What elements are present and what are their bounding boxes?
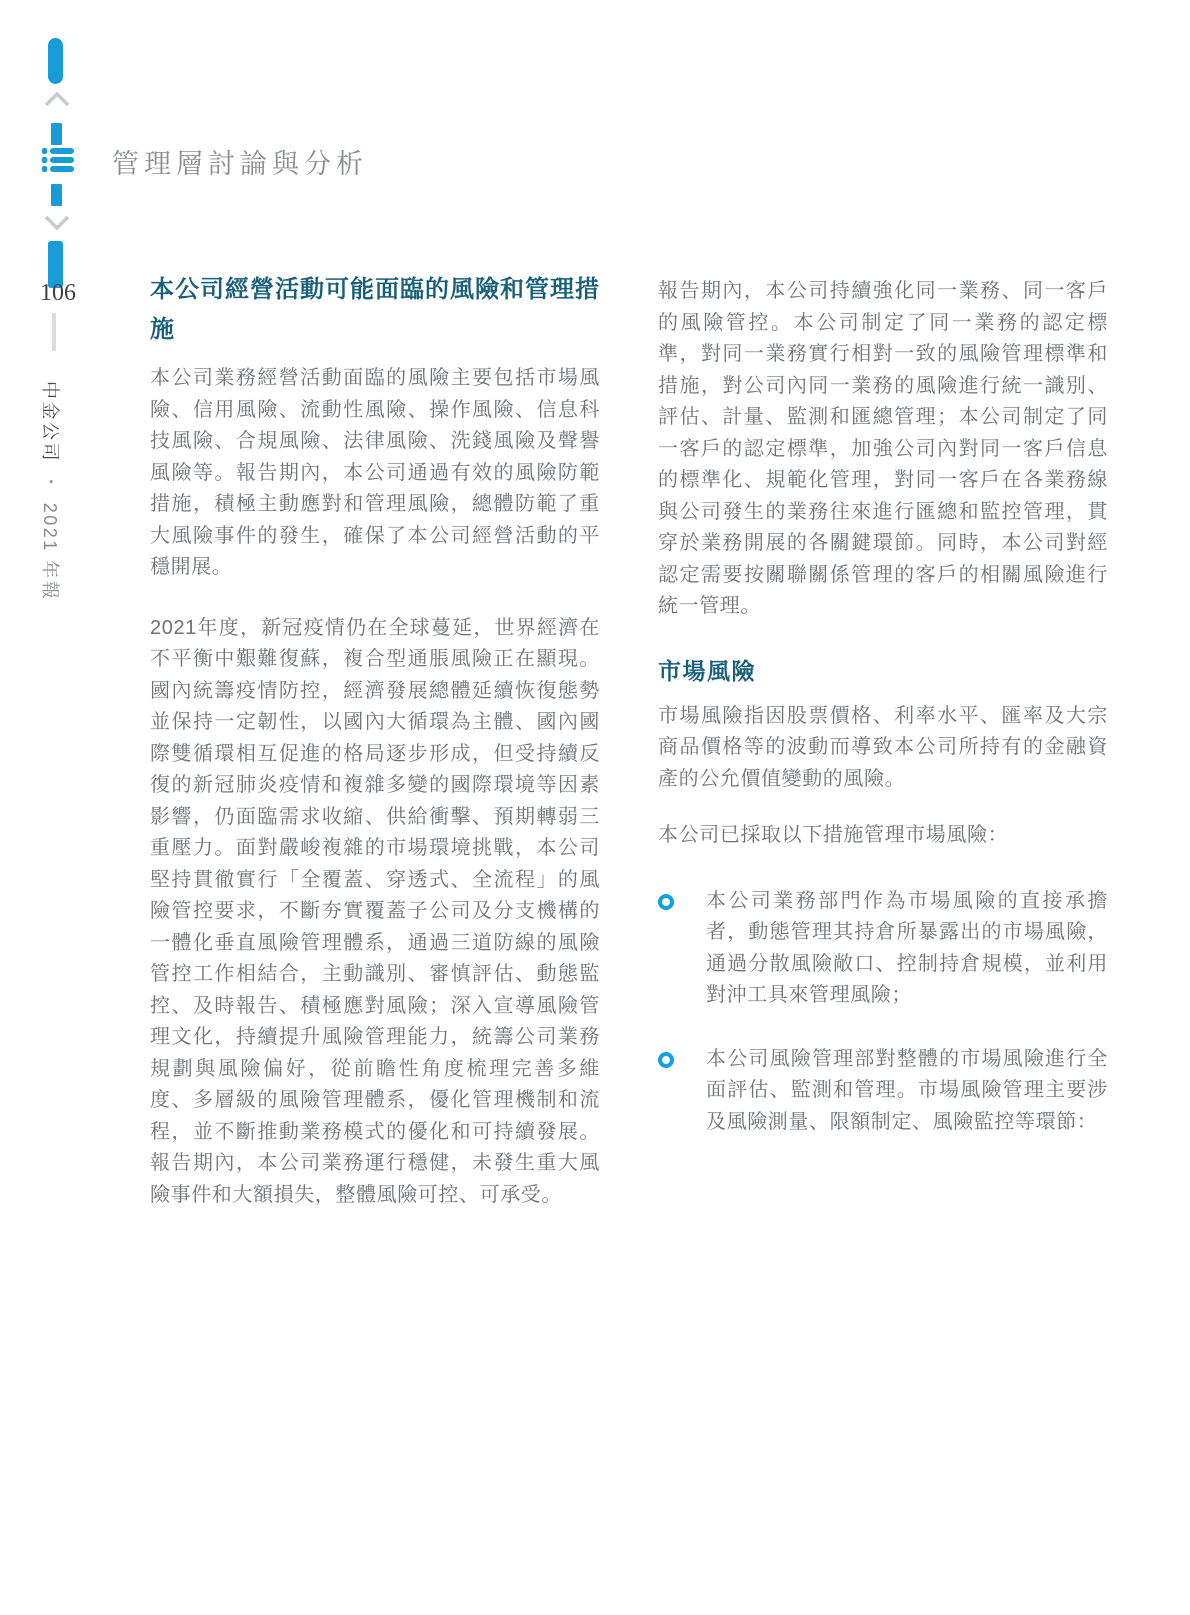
page-number-rule [52, 313, 56, 351]
sidebar-square-top [51, 123, 62, 145]
ring-bullet-icon [658, 894, 674, 910]
left-paragraph-1: 本公司業務經營活動面臨的風險主要包括市場風險、信用風險、流動性風險、操作風險、信息科技風險、合規風險、法律風險、洗錢風險及聲譽風險等。報告期內，本公司通過有效的風險防範措施，積極主動應對和管理風險，總體防範了重大風險事件的發生，確保了本公司經營活動的平穩開展。 [150, 367, 600, 578]
bullet-text: 本公司業務部門作為市場風險的直接承擔者，動態管理其持倉所暴露出的市場風險，通過分散風險敞口、控制持倉規模，並利用對沖工具來管理風險； [706, 889, 1108, 1006]
list-item [658, 1044, 1108, 1139]
spine-separator-dot: • [44, 479, 58, 487]
page-number: 106 [40, 280, 76, 306]
spine-year-label: 2021 年報 [40, 502, 60, 602]
chevron-up-icon [44, 91, 70, 108]
market-risk-bullet-list [658, 886, 1108, 1139]
list-item [658, 886, 1108, 1012]
spine-text [38, 381, 64, 601]
left-paragraph-2: 2021年度，新冠疫情仍在全球蔓延，世界經濟在不平衡中艱難復蘇，複合型通脹風險正在顯現。國內統籌疫情防控，經濟發展總體延續恢復態勢並保持一定韌性，以國內大循環為主體、國內國際雙循環相互促進的格局逐步形成，但受持續反復的新冠肺炎疫情和複雜多變的國際環境等因素影響，仍面臨需求收縮、供給衝擊、預期轉弱三重壓力。面對嚴峻複雜的市場環境挑戰，本公司堅持貫徹實行「全覆蓋、穿透式、全流程」的風險管控要求，不斷夯實覆蓋子公司及分支機構的一體化垂直風險管理體系，通過三道防線的風險管控工作相結合，主動識別、審慎評估、動態監控、及時報告、積極應對風險；深入宣導風險管理文化，持續提升風險管理能力，統籌公司業務規劃與風險偏好，從前瞻性角度梳理完善多維度、多層級的風險管理體系，優化管理機制和流程，並不斷推動業務模式的優化和可持續發展。報告期內，本公司業務運行穩健，未發生重大風險事件和大額損失，整體風險可控、可承受。 [150, 616, 600, 1206]
bullet-text: 本公司風險管理部對整體的市場風險進行全面評估、監測和管理。市場風險管理主要涉及風險測量、限額制定、風險監控等環節： [706, 1047, 1108, 1133]
right-column [658, 276, 1108, 1138]
ring-bullet-icon [658, 1052, 674, 1068]
market-risk-measures-lead: 本公司已採取以下措施管理市場風險： [658, 824, 1009, 846]
chevron-down-icon [44, 214, 70, 231]
right-intro-paragraph: 報告期內，本公司持續強化同一業務、同一客戶的風險管控。本公司制定了同一業務的認定標準，對同一業務實行相對一致的風險管理標準和措施，對公司內同一業務的風險進行統一識別、評估、計量、監測和匯總管理；本公司制定了同一客戶的認定標準，加強公司內對同一客戶信息的標準化、規範化管理，對同一客戶在各業務線與公司發生的業務往來進行匯總和監控管理，貫穿於業務開展的各關鍵環節。同時，本公司對經認定需要按關聯關係管理的客戶的相關風險進行統一管理。 [658, 280, 1108, 617]
page-title: 管理層討論與分析 [112, 149, 368, 179]
sidebar-square-bottom [51, 184, 62, 206]
section-heading-risks: 本公司經營活動可能面臨的風險和管理措施 [150, 276, 600, 343]
sub-heading-market-risk: 市場風險 [658, 657, 756, 684]
list-icon [42, 148, 74, 175]
sidebar-top-bar [48, 38, 63, 84]
left-column [150, 270, 600, 1211]
market-risk-definition: 市場風險指因股票價格、利率水平、匯率及大宗商品價格等的波動而導致本公司所持有的金融資產的公允價值變動的風險。 [658, 704, 1108, 790]
spine-company-name: 中金公司 [40, 381, 60, 463]
